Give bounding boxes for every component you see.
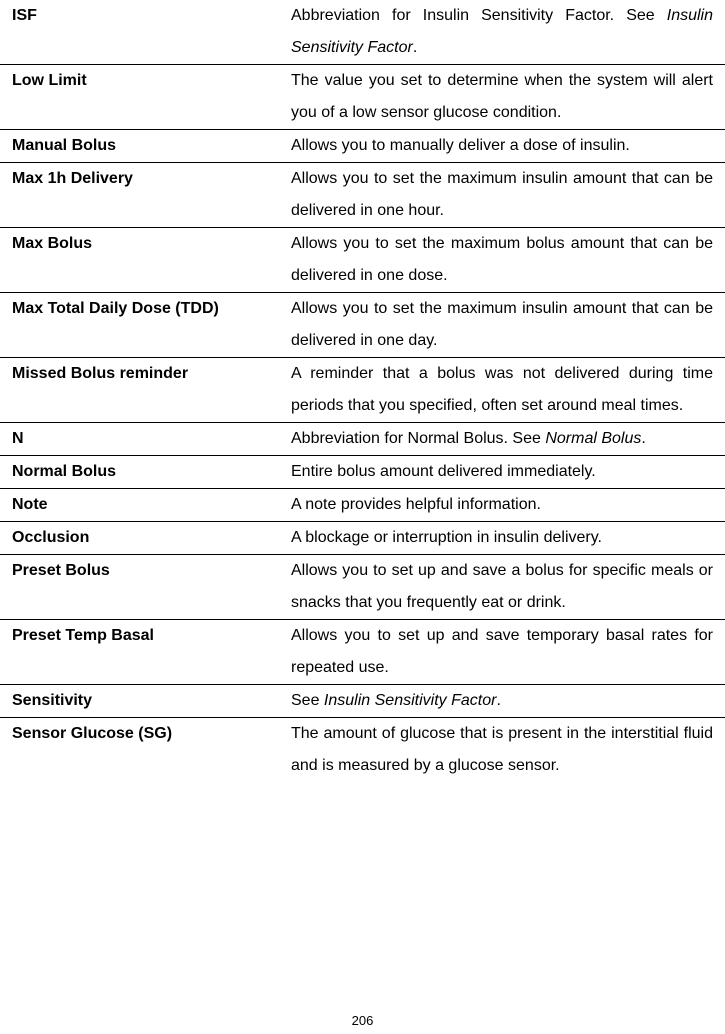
definition-text: Allows you to set up and save a bolus for specific meals or snacks that you frequently eat or drink. [291, 562, 713, 611]
definition-text: Allows you to set the maximum insulin amount that can be delivered in one hour. [291, 170, 713, 219]
glossary-row [0, 228, 725, 293]
glossary-definition [291, 456, 713, 488]
glossary-term: Low Limit [12, 72, 87, 89]
glossary-row [0, 293, 725, 358]
glossary-row [0, 163, 725, 228]
definition-text: . [412, 39, 418, 56]
glossary-term: Normal Bolus [12, 463, 117, 480]
definition-text: A note provides helpful information. [291, 496, 541, 513]
glossary-row [0, 685, 725, 718]
definition-text: A blockage or interruption in insulin delivery. [291, 529, 602, 546]
glossary-definition [291, 163, 713, 227]
definition-text: . [641, 430, 646, 447]
glossary-term: N [12, 430, 24, 447]
glossary-definition [291, 130, 713, 162]
definition-reference: Insulin Sensitivity Factor [291, 7, 713, 56]
definition-text: Abbreviation for Insulin Sensitivity Factor. See [291, 7, 667, 24]
glossary-term: Sensitivity [12, 692, 93, 709]
glossary-term: Preset Temp Basal [12, 627, 154, 644]
glossary-definition [291, 555, 713, 619]
glossary-definition [291, 620, 713, 684]
glossary-row [0, 456, 725, 489]
glossary-definition [291, 522, 713, 554]
glossary-term: Sensor Glucose (SG) [12, 725, 173, 742]
glossary-definition [291, 358, 713, 422]
glossary-row [0, 620, 725, 685]
glossary-term: Occlusion [12, 529, 90, 546]
definition-text: A reminder that a bolus was not delivered during time periods that you specified, often set around meal times. [291, 365, 713, 414]
glossary-term: Max 1h Delivery [12, 170, 133, 187]
glossary-term: Note [12, 496, 48, 513]
glossary-row [0, 0, 725, 65]
definition-text: Allows you to set the maximum insulin amount that can be delivered in one day. [291, 300, 713, 349]
definition-reference: Insulin Sensitivity Factor [323, 692, 497, 709]
definition-text: See [291, 692, 324, 709]
glossary-row [0, 423, 725, 456]
glossary-row [0, 130, 725, 163]
definition-reference: Normal Bolus [545, 430, 642, 447]
definition-text: Entire bolus amount delivered immediately. [291, 463, 596, 480]
glossary-row [0, 555, 725, 620]
glossary-term: Max Bolus [12, 235, 93, 252]
definition-text: Abbreviation for Normal Bolus. See [291, 430, 546, 447]
glossary-definition [291, 685, 713, 717]
glossary-definition [291, 489, 713, 521]
page-number: 206 [351, 1013, 374, 1028]
glossary-row [0, 65, 725, 130]
definition-text: The value you set to determine when the system will alert you of a low sensor glucose condition. [291, 72, 713, 121]
definition-text: . [496, 692, 501, 709]
definition-text: Allows you to manually deliver a dose of insulin. [291, 137, 630, 154]
glossary-definition [291, 293, 713, 357]
glossary-definition [291, 0, 713, 64]
glossary-definition [291, 718, 713, 782]
glossary-definition [291, 228, 713, 292]
glossary-row [0, 522, 725, 555]
glossary-definition [291, 65, 713, 129]
glossary-row [0, 358, 725, 423]
glossary-row [0, 489, 725, 522]
definition-text: The amount of glucose that is present in the interstitial fluid and is measured by a glucose sensor. [291, 725, 713, 774]
glossary-term: Max Total Daily Dose (TDD) [12, 300, 219, 317]
definition-text: Allows you to set the maximum bolus amount that can be delivered in one dose. [291, 235, 713, 284]
glossary-row [0, 718, 725, 782]
glossary-definition [291, 423, 713, 455]
glossary-term: Missed Bolus reminder [12, 365, 189, 382]
definition-text: Allows you to set up and save temporary basal rates for repeated use. [291, 627, 713, 676]
glossary-term: ISF [12, 7, 37, 24]
glossary-term: Manual Bolus [12, 137, 117, 154]
glossary-term: Preset Bolus [12, 562, 110, 579]
